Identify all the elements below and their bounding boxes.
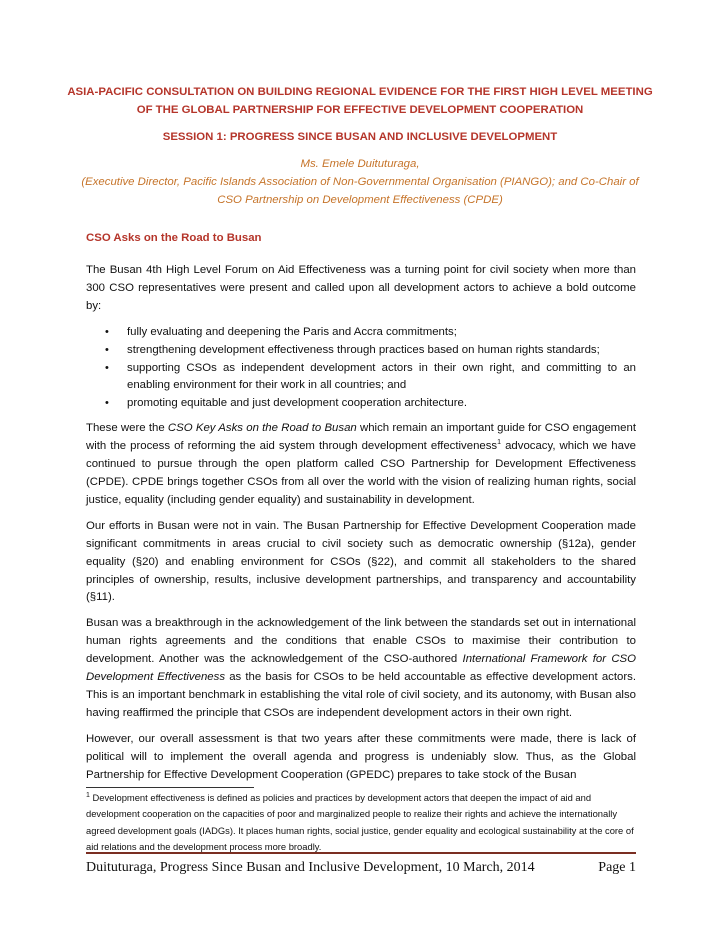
footnote bbox=[86, 790, 646, 855]
section-heading: CSO Asks on the Road to Busan bbox=[86, 232, 262, 244]
paragraph-5: However, our overall assessment is that two years after these commitments were made, there is lack of political will to implement the overall agenda and progress is undeniably slow. Thus, as the Global Partnership for Effective Development Cooperation (GPEDC) prepares to take stock of the Busan bbox=[86, 732, 636, 781]
page-number: Page 1 bbox=[598, 860, 636, 875]
asks-list bbox=[86, 324, 636, 414]
paragraph-2: These were the CSO Key Asks on the Road to Busan which remain an important guide for CSO engagement with the process of reforming the aid system through development effectiveness$^1$ advocacy, which we have continued to pursue through the open platform called CSO Partnership for Development Effectiveness (CPDE). CPDE brings together CSOs from all over the world with the vision of realizing human rights, social justice, equality (including gender equality) and sustainability in development. bbox=[86, 422, 636, 506]
bullet-icon: • bbox=[105, 325, 109, 338]
paragraph-3: Our efforts in Busan were not in vain. The Busan Partnership for Effective Development Cooperation made significant commitments in areas crucial to civil society such as democratic ownership (§12a), gender equality (§20) and enabling environment for CSOs (§22), and commit all stakeholders to the shared principles of ownership, results, inclusive development partnerships, and transparency and accountability (§11). bbox=[86, 519, 636, 604]
list-item: • promoting equitable and just development cooperation architecture. bbox=[86, 395, 636, 413]
list-item: • supporting CSOs as independent development actors in their own right, and committing to an enabling environment for their work in all countries; and bbox=[105, 361, 636, 392]
paragraph-4: Busan was a breakthrough in the acknowledgement of the link between the standards set out in international human rights agreements and the conditions that enable CSOs to maximise their contribution to development. Another was the acknowledgement of the CSO-authored International Framework for CSO Development Effectiveness as the basis for CSOs to be held accountable as effective development actors. This is an important benchmark in establishing the vital role of civil society, and its autonomy, with Busan also having reaffirmed the principle that CSOs are independent development actors in their own right. bbox=[86, 617, 637, 719]
framework-title: International Framework for CSO Development Effectiveness bbox=[86, 653, 637, 684]
bullet-icon: • bbox=[105, 343, 109, 356]
paragraph-1: The Busan 4th High Level Forum on Aid Effectiveness was a turning point for civil society when more than 300 CSO representatives were present and called upon all development actors to achieve a bold outcome by: bbox=[86, 264, 636, 312]
body-text bbox=[86, 262, 636, 792]
list-item: • fully evaluating and deepening the Paris and Accra commitments; bbox=[86, 324, 636, 342]
speaker-block bbox=[70, 155, 650, 209]
footer-divider bbox=[86, 852, 636, 854]
bullet-icon: • bbox=[105, 397, 109, 410]
footnote-text: Development effectiveness is defined as policies and practices by development actors that deepen the impact of aid and development cooperation on the capacities of poor and marginalized people to realize their rights and achieve the internationally agreed development goals (IADGs). It places human rights, social justice, gender equality and ecological sustainability at the core of aid relations and the development process more broadly. bbox=[86, 792, 634, 852]
footer-citation: Duituturaga, Progress Since Busan and Inclusive Development, 10 March, 2014 bbox=[86, 860, 535, 875]
speaker-name: Ms. Emele Duituturaga, bbox=[300, 158, 420, 170]
title-line-1: ASIA-PACIFIC CONSULTATION ON BUILDING REGIONAL EVIDENCE FOR THE FIRST HIGH LEVEL MEETING bbox=[67, 86, 653, 98]
bullet-icon: • bbox=[105, 361, 109, 374]
list-item: • strengthening development effectiveness through practices based on human rights standards; bbox=[86, 342, 636, 360]
footnote-marker: 1 bbox=[86, 791, 90, 799]
footnote-ref[interactable]: 1 bbox=[497, 439, 502, 447]
title-line-2: OF THE GLOBAL PARTNERSHIP FOR EFFECTIVE DEVELOPMENT COOPERATION bbox=[136, 104, 584, 116]
speaker-role: (Executive Director, Pacific Islands Association of Non-Governmental Organisation (PIANGO); and Co-Chair of CSO Partnership on Development Effectiveness (CPDE) bbox=[81, 176, 639, 206]
session-title: SESSION 1: PROGRESS SINCE BUSAN AND INCLUSIVE DEVELOPMENT bbox=[162, 131, 558, 143]
footnote-divider bbox=[86, 787, 254, 788]
key-asks-title: CSO Key Asks on the Road to Busan bbox=[167, 422, 357, 435]
document-title bbox=[60, 83, 660, 119]
